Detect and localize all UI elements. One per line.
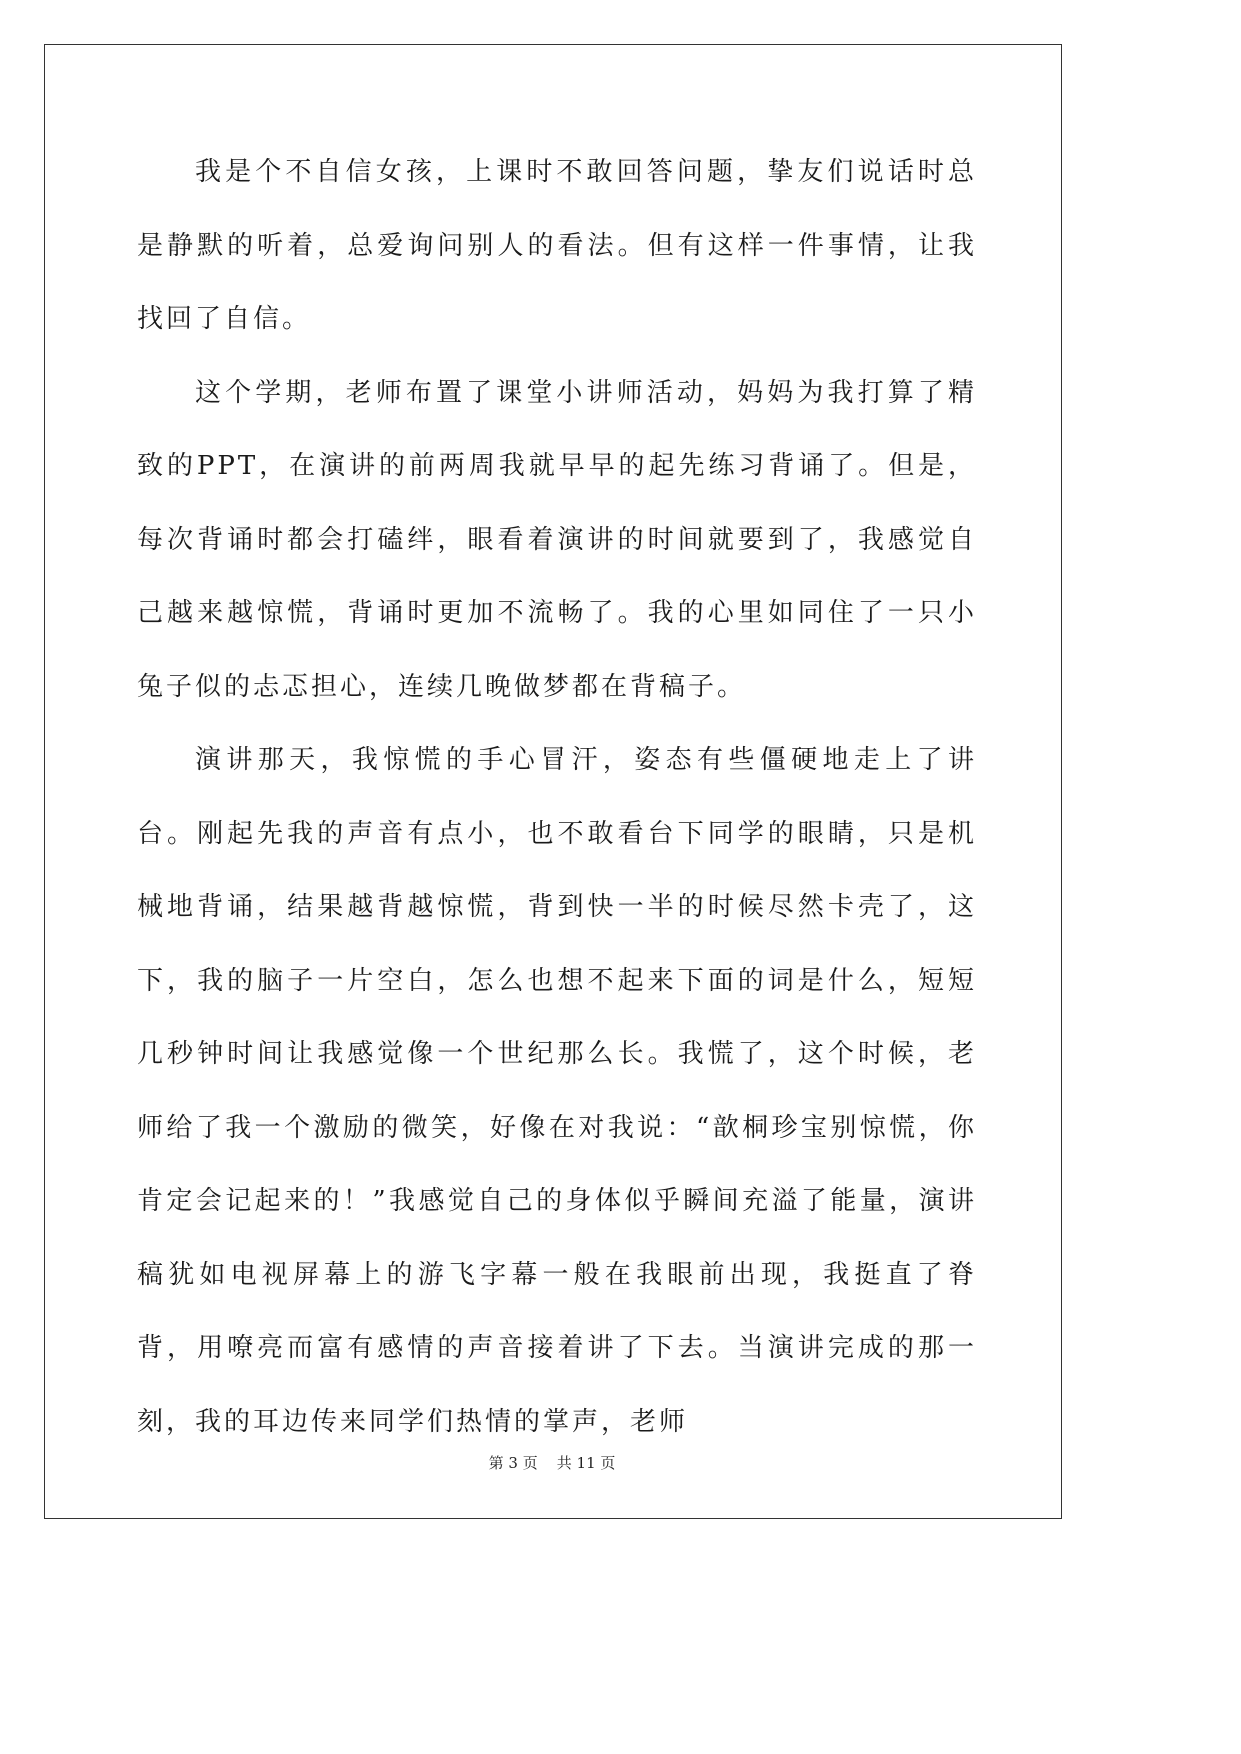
paragraph-1: 我是个不自信女孩，上课时不敢回答问题，挚友们说话时总是静默的听着，总爱询问别人的看法。但有这样一件事情，让我找回了自信。 — [137, 157, 977, 334]
page-number-footer: 第 3 页 共 11 页 — [488, 1454, 616, 1472]
paragraph-2: 这个学期，老师布置了课堂小讲师活动，妈妈为我打算了精致的PPT，在演讲的前两周我就早早的起先练习背诵了。但是，每次背诵时都会打磕绊，眼看着演讲的时间就要到了，我感觉自己越来越惊慌，背诵时更加不流畅了。我的心里如同住了一只小兔子似的忐忑担心，连续几晚做梦都在背稿子。 — [137, 377, 977, 702]
paragraph-3: 演讲那天，我惊慌的手心冒汗，姿态有些僵硬地走上了讲台。刚起先我的声音有点小，也不敢看台下同学的眼睛，只是机械地背诵，结果越背越惊慌，背到快一半的时候尽然卡壳了，这下，我的脑子一片空白，怎么也想不起来下面的词是什么，短短几秒钟时间让我感觉像一个世纪那么长。我慌了，这个时候，老师给了我一个激励的微笑，好像在对我说：“歆桐珍宝别惊慌，你肯定会记起来的！”我感觉自己的身体似乎瞬间充溢了能量，演讲稿犹如电视屏幕上的游飞字幕一般在我眼前出现，我挺直了脊背，用嘹亮而富有感情的声音接着讲了下去。当演讲完成的那一刻，我的耳边传来同学们热情的掌声，老师 — [137, 745, 977, 1437]
document-body — [137, 136, 977, 1459]
